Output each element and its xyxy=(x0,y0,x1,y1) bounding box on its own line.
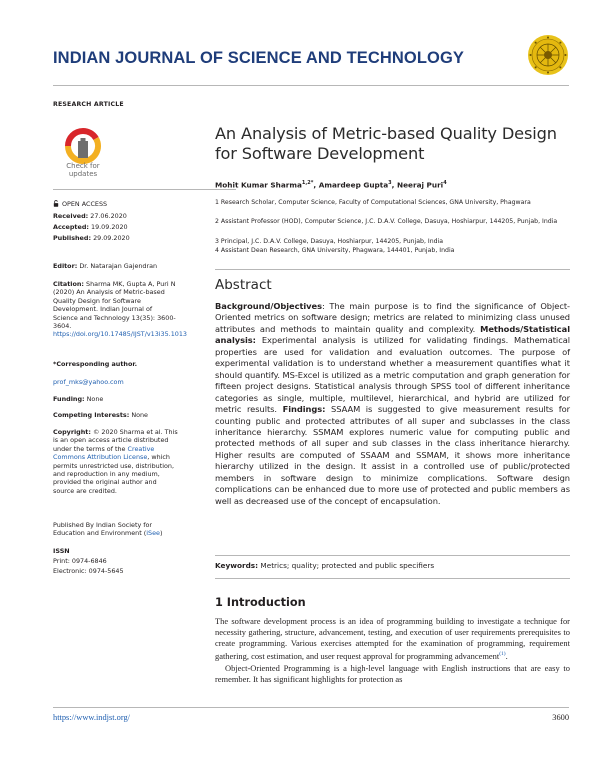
corresponding-author: *Corresponding author. xyxy=(53,360,138,368)
license-link[interactable]: Creative Commons Attribution License xyxy=(53,444,155,462)
journal-title: INDIAN JOURNAL OF SCIENCE AND TECHNOLOGY xyxy=(53,49,465,67)
author-name: Mohit Kumar Sharma xyxy=(215,180,302,190)
keywords: Keywords: Metrics; quality; protected and public specifiers xyxy=(215,561,435,570)
footer-rule xyxy=(53,707,569,708)
author-email[interactable]: prof_mks@yahoo.com xyxy=(53,378,124,386)
check-for-updates-label[interactable]: Check for updates xyxy=(66,162,100,178)
author-name: Amardeep Gupta xyxy=(318,180,389,190)
print-issn: Print: 0974-6846 xyxy=(53,557,107,565)
introduction-body xyxy=(215,616,570,685)
received-date: Received: 27.06.2020 xyxy=(53,212,127,220)
accepted-date: Accepted: 19.09.2020 xyxy=(53,223,128,231)
issn-label: ISSN xyxy=(53,547,70,555)
citation: Citation: Sharma MK, Gupta A, Puri N (2020) An Analysis of Metric-based Quality Design for Software Development. Indian Journal of Science and Technology 13(35): 3600-3604. https://doi.org/10.17485/IJST/v13i35.1013 xyxy=(53,280,187,339)
abstract-rule xyxy=(215,269,570,270)
affiliation: 2 Assistant Professor (HOD), Computer Science, J.C. D.A.V. College, Dasuya, Hoshiarpur, 144205, Punjab, India xyxy=(215,218,558,225)
footer-url[interactable]: https://www.indjst.org/ xyxy=(53,713,131,722)
keywords-rule-bottom xyxy=(215,578,570,579)
journal-logo-icon xyxy=(527,34,569,76)
doi-link[interactable]: https://doi.org/10.17485/IJST/v13i35.1013 xyxy=(53,330,187,339)
funding: Funding: None xyxy=(53,395,104,403)
citation-ref[interactable]: (1) xyxy=(499,651,506,658)
page-number: 3600 xyxy=(552,713,569,722)
header-rule xyxy=(53,85,569,86)
publisher: Published By Indian Society for Education and Environment (iSee) xyxy=(53,521,163,538)
open-access: OPEN ACCESS xyxy=(53,200,233,208)
abstract-heading: Abstract xyxy=(215,277,272,293)
open-access-lock-icon xyxy=(53,200,59,207)
paragraph: Object-Oriented Programming is a high-level language with English instructions that are easy to remember. It has significant highlights for protection as xyxy=(215,663,570,685)
competing-interests: Competing Interests: None xyxy=(53,411,148,419)
affiliation: 4 Assistant Dean Research, GNA University, Phagwara, 144401, Punjab, India xyxy=(215,247,455,254)
editor: Editor: Dr. Natarajan Gajendran xyxy=(53,262,158,270)
electronic-issn: Electronic: 0974-5645 xyxy=(53,567,124,575)
article-title: An Analysis of Metric-based Quality Design for Software Development xyxy=(215,124,557,163)
abstract-body: Background/Objectives: The main purpose is to find the significance of Object-Oriented metrics on software design; metrics are related to minimizing class unused attributes and methods to maintain quality and complexity. Methods/Statistical analysis: Experimental analysis is utilized for validating findings. Mathematical properties are used for validation and evaluation outcomes. The purpose of experimental validation is to understand whether a measurement quantifies what it should quantify. MS-Excel is utilized as a metric computation and graph generation for fifteen project designs. Statistical analysis through SPSS tool of different inheritance categories as single, multiple, multilevel, hierarchical, and hybrid are utilized for metric results. Findings: SSAAM is suggested to give measurement results for counting public and protected attributes of all super and subclasses in the class inheritance hierarchy. SSMAM explores numeric value for computing public and protected methods of all super and sub classes in the class inheritance hierarchy. Higher results are computed of SSAAM and SSMAM, it shows more inheritance hierarchy utilized in the design. It assist in a controlled use of public/protected members in software design to minimize complications. Software design complications can be enhanced due to more use of protected and public members as well as decreased use of the concept of encapsulation. xyxy=(215,301,570,506)
copyright: Copyright: © 2020 Sharma et al. This is an open access article distributed under the terms of the Creative Commons Attribution License, which permits unrestricted use, distribution, and reproduction in any medium, provided the original author and source are credited. xyxy=(53,428,178,495)
author-name: Neeraj Puri xyxy=(396,180,444,190)
section-heading: 1 Introduction xyxy=(215,596,306,609)
affiliation: 3 Principal, J.C. D.A.V. College, Dasuya, Hoshiarpur, 144205, Punjab, India xyxy=(215,238,444,245)
keywords-rule xyxy=(215,555,570,556)
paragraph: The software development process is an idea of programming building to investigate a technique for necessity gathering, structure, advancement, testing, and execution of user requirements prerequisites to create programming. Various exercises attempted for the examination of programming, requirement gathering, cost estimation, and user request approval for programming advancement$^{(1)}$. xyxy=(215,616,570,661)
published-date: Published: 29.09.2020 xyxy=(53,234,130,242)
sidebar-rule xyxy=(53,189,236,190)
affiliation: 1 Research Scholar, Computer Science, Faculty of Computational Sciences, GNA University, Phagwara xyxy=(215,199,531,206)
isee-link[interactable]: iSee xyxy=(146,529,160,538)
article-type: RESEARCH ARTICLE xyxy=(53,101,124,108)
author-list: Mohit Kumar Sharma$^{1,2*}$, Amardeep Gupta$^3$, Neeraj Puri$^4$ xyxy=(215,180,447,190)
